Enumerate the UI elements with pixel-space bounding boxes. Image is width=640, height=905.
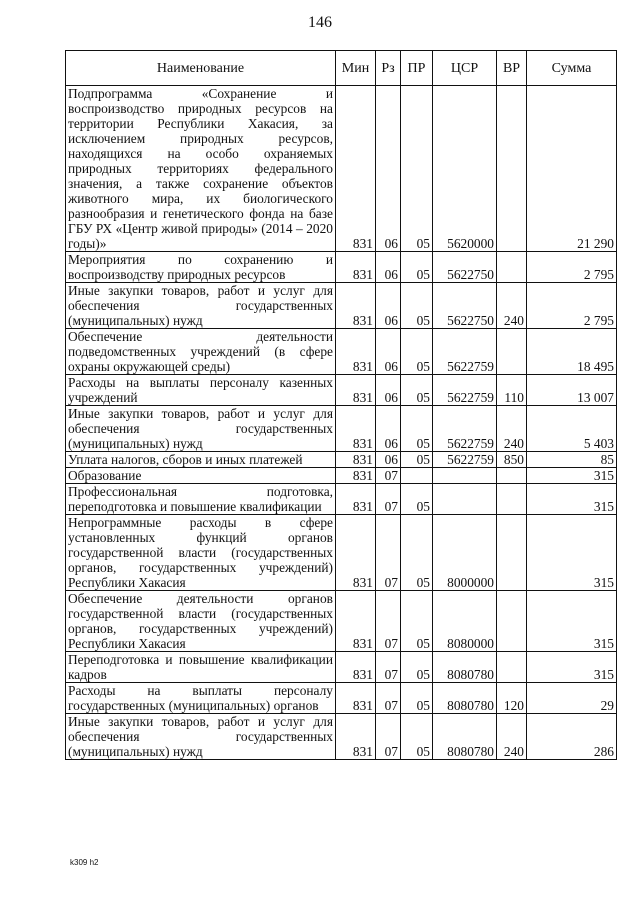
- row-pr: 05: [401, 652, 433, 683]
- row-min: 831: [336, 86, 376, 252]
- row-name: Расходы на выплаты персоналу казенных учреждений: [66, 375, 336, 406]
- row-vr: 240: [497, 283, 527, 329]
- header-row: [66, 51, 617, 86]
- row-name: Иные закупки товаров, работ и услуг для обеспечения государственных (муниципальных) нужд: [66, 406, 336, 452]
- row-sum: 315: [527, 652, 617, 683]
- row-name: Мероприятия по сохранению и воспроизводству природных ресурсов: [66, 252, 336, 283]
- footer-code: k309 h2: [70, 858, 99, 867]
- row-rz: 07: [376, 591, 401, 652]
- row-sum: 2 795: [527, 252, 617, 283]
- row-min: 831: [336, 252, 376, 283]
- row-csr: 5622759: [433, 452, 497, 468]
- row-min: 831: [336, 452, 376, 468]
- row-min: 831: [336, 283, 376, 329]
- row-name: Профессиональная подготовка, переподготовка и повышение квалификации: [66, 484, 336, 515]
- row-rz: 06: [376, 252, 401, 283]
- header-sum: Сумма: [527, 51, 617, 86]
- table-row: [66, 591, 617, 652]
- table-row: [66, 406, 617, 452]
- row-name: Образование: [66, 468, 336, 484]
- row-csr: 8080780: [433, 652, 497, 683]
- row-pr: 05: [401, 329, 433, 375]
- row-rz: 06: [376, 86, 401, 252]
- row-rz: 06: [376, 406, 401, 452]
- table-row: [66, 515, 617, 591]
- row-pr: 05: [401, 406, 433, 452]
- row-vr: 850: [497, 452, 527, 468]
- row-sum: 85: [527, 452, 617, 468]
- row-vr: [497, 86, 527, 252]
- row-min: 831: [336, 591, 376, 652]
- row-csr: 8080780: [433, 683, 497, 714]
- row-pr: 05: [401, 484, 433, 515]
- budget-table: [65, 50, 617, 760]
- row-vr: [497, 329, 527, 375]
- row-csr: 5622759: [433, 406, 497, 452]
- row-min: 831: [336, 714, 376, 760]
- row-name: Иные закупки товаров, работ и услуг для обеспечения государственных (муниципальных) нужд: [66, 714, 336, 760]
- row-pr: 05: [401, 714, 433, 760]
- row-min: 831: [336, 484, 376, 515]
- row-min: 831: [336, 515, 376, 591]
- row-vr: [497, 515, 527, 591]
- row-vr: [497, 252, 527, 283]
- row-min: 831: [336, 683, 376, 714]
- page-number: 146: [308, 14, 332, 31]
- row-rz: 07: [376, 468, 401, 484]
- header-csr: ЦСР: [433, 51, 497, 86]
- row-min: 831: [336, 406, 376, 452]
- header-pr: ПР: [401, 51, 433, 86]
- table-row: [66, 375, 617, 406]
- table-row: [66, 86, 617, 252]
- table-row: [66, 683, 617, 714]
- header-name: Наименование: [66, 51, 336, 86]
- row-sum: 286: [527, 714, 617, 760]
- row-rz: 07: [376, 515, 401, 591]
- row-vr: [497, 468, 527, 484]
- row-csr: 5622759: [433, 375, 497, 406]
- row-pr: 05: [401, 591, 433, 652]
- row-rz: 07: [376, 714, 401, 760]
- row-rz: 07: [376, 683, 401, 714]
- row-sum: 315: [527, 591, 617, 652]
- row-pr: 05: [401, 86, 433, 252]
- row-csr: 8000000: [433, 515, 497, 591]
- row-vr: 240: [497, 406, 527, 452]
- table-row: [66, 252, 617, 283]
- row-pr: [401, 468, 433, 484]
- table-row: [66, 452, 617, 468]
- row-csr: 8080000: [433, 591, 497, 652]
- row-pr: 05: [401, 515, 433, 591]
- row-name: Обеспечение деятельности подведомственных учреждений (в сфере охраны окружающей среды): [66, 329, 336, 375]
- row-pr: 05: [401, 683, 433, 714]
- row-name: Переподготовка и повышение квалификации кадров: [66, 652, 336, 683]
- row-min: 831: [336, 329, 376, 375]
- row-csr: [433, 484, 497, 515]
- row-sum: 315: [527, 468, 617, 484]
- row-vr: [497, 484, 527, 515]
- row-csr: [433, 468, 497, 484]
- row-name: Непрограммные расходы в сфере установленных функций органов государственной власти (государственных органов, государственных учреждений) Республики Хакасия: [66, 515, 336, 591]
- row-csr: 8080780: [433, 714, 497, 760]
- table-row: [66, 714, 617, 760]
- row-rz: 06: [376, 329, 401, 375]
- row-min: 831: [336, 468, 376, 484]
- header-rz: Рз: [376, 51, 401, 86]
- row-pr: 05: [401, 452, 433, 468]
- row-rz: 07: [376, 484, 401, 515]
- row-sum: 315: [527, 484, 617, 515]
- row-vr: 120: [497, 683, 527, 714]
- row-rz: 06: [376, 283, 401, 329]
- row-vr: [497, 652, 527, 683]
- row-sum: 13 007: [527, 375, 617, 406]
- row-sum: 2 795: [527, 283, 617, 329]
- table-row: [66, 329, 617, 375]
- row-min: 831: [336, 652, 376, 683]
- row-min: 831: [336, 375, 376, 406]
- row-sum: 315: [527, 515, 617, 591]
- row-vr: [497, 591, 527, 652]
- table-row: [66, 468, 617, 484]
- row-name: Обеспечение деятельности органов государственной власти (государственных органов, государственных учреждений) Республики Хакасия: [66, 591, 336, 652]
- row-csr: 5620000: [433, 86, 497, 252]
- row-name: Расходы на выплаты персоналу государственных (муниципальных) органов: [66, 683, 336, 714]
- row-vr: 110: [497, 375, 527, 406]
- header-vr: ВР: [497, 51, 527, 86]
- row-csr: 5622750: [433, 283, 497, 329]
- row-sum: 29: [527, 683, 617, 714]
- row-csr: 5622759: [433, 329, 497, 375]
- row-rz: 06: [376, 375, 401, 406]
- row-name: Уплата налогов, сборов и иных платежей: [66, 452, 336, 468]
- table-row: [66, 484, 617, 515]
- header-min: Мин: [336, 51, 376, 86]
- row-sum: 5 403: [527, 406, 617, 452]
- row-rz: 07: [376, 652, 401, 683]
- row-vr: 240: [497, 714, 527, 760]
- row-sum: 21 290: [527, 86, 617, 252]
- row-sum: 18 495: [527, 329, 617, 375]
- table-row: [66, 283, 617, 329]
- row-pr: 05: [401, 375, 433, 406]
- row-name: Иные закупки товаров, работ и услуг для обеспечения государственных (муниципальных) нужд: [66, 283, 336, 329]
- table-row: [66, 652, 617, 683]
- row-csr: 5622750: [433, 252, 497, 283]
- row-name: Подпрограмма «Сохранение и воспроизводство природных ресурсов на территории Республики Хакасия, за исключением природных ресурсов, находящихся на особо охраняемых природных территориях федерального значения, а также сохранение объектов животного мира, их биологического разнообразия и генетического фонда на базе ГБУ РХ «Центр живой природы» (2014 – 2020 годы)»: [66, 86, 336, 252]
- row-rz: 06: [376, 452, 401, 468]
- row-pr: 05: [401, 283, 433, 329]
- row-pr: 05: [401, 252, 433, 283]
